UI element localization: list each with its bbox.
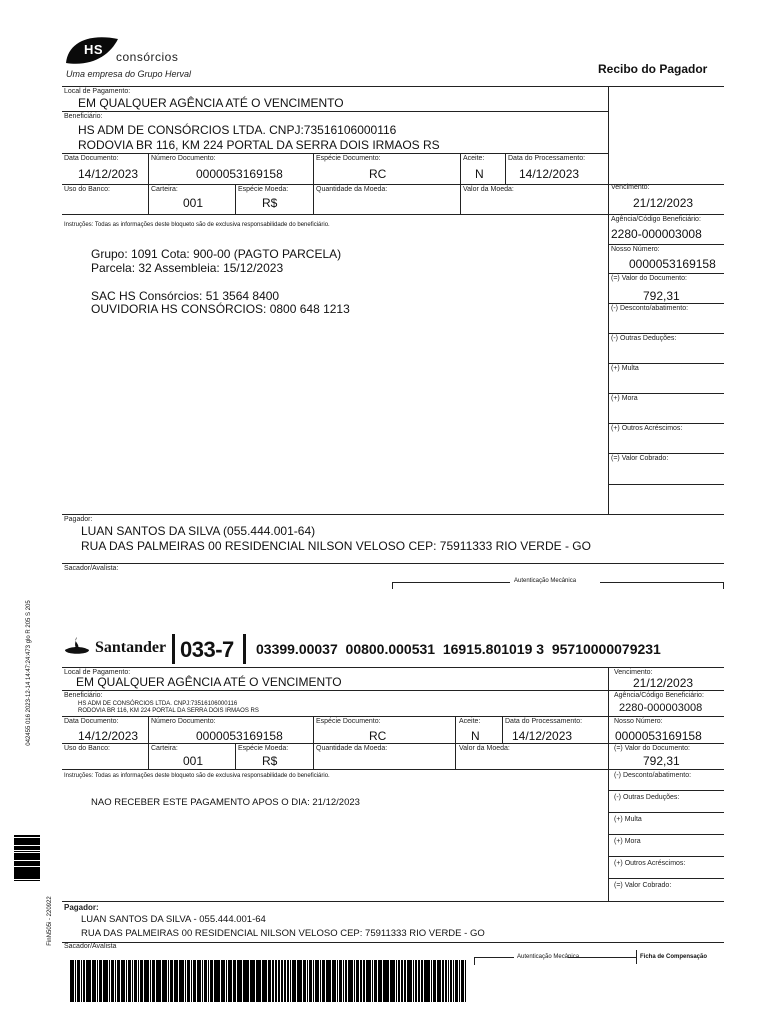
payer-label: Pagador: bbox=[64, 516, 93, 523]
logo-text: HS bbox=[84, 42, 104, 57]
barcode-bar bbox=[307, 960, 309, 1002]
slip-document-value-label: (=) Valor do Documento: bbox=[614, 745, 690, 752]
instruction-group: Grupo: 1091 Cota: 900-00 (PAGTO PARCELA) bbox=[91, 247, 342, 261]
barcode-bar bbox=[132, 960, 134, 1002]
barcode-bar bbox=[419, 960, 421, 1002]
barcode-bar bbox=[372, 960, 374, 1002]
slip-payment-place-value: EM QUALQUER AGÊNCIA ATÉ O VENCIMENTO bbox=[76, 675, 342, 689]
other-deductions-label: (-) Outras Deduções: bbox=[611, 335, 677, 342]
barcode-bar bbox=[115, 960, 117, 1002]
compensation-slip-label: Ficha de Compensação bbox=[640, 954, 708, 960]
barcode-bar bbox=[323, 960, 325, 1002]
slip-charged-value-label: (=) Valor Cobrado: bbox=[614, 882, 672, 889]
barcode-bar bbox=[410, 960, 412, 1002]
barcode-bar bbox=[208, 960, 210, 1002]
barcode-bar bbox=[385, 960, 387, 1002]
barcode-bar bbox=[140, 960, 142, 1002]
barcode-bar bbox=[78, 960, 80, 1002]
barcode-bar bbox=[259, 960, 261, 1002]
vertical-control-code: 042455 016 2023-12-14 14:47:24:473 glo R 205 S 205 bbox=[26, 600, 32, 746]
document-value-label: (=) Valor do Documento: bbox=[611, 275, 687, 282]
barcode-bar bbox=[269, 960, 271, 1002]
barcode-bar bbox=[202, 960, 204, 1002]
barcode-bar bbox=[354, 960, 356, 1002]
currency-value: R$ bbox=[262, 196, 278, 210]
barcode-bar bbox=[320, 960, 322, 1002]
barcode-bar bbox=[317, 960, 319, 1002]
barcode-bar bbox=[105, 960, 107, 1002]
barcode-bar bbox=[290, 960, 292, 1002]
payment-barcode[interactable] bbox=[70, 960, 467, 1002]
slip-our-number-label: Nosso Número: bbox=[614, 718, 663, 725]
slip-due-date-label: Vencimento: bbox=[614, 669, 653, 676]
santander-flame-icon bbox=[63, 636, 91, 658]
currency-label: Espécie Moeda: bbox=[238, 186, 289, 193]
slip-payment-place-label: Local de Pagamento: bbox=[64, 669, 131, 676]
slip-beneficiary-name: HS ADM DE CONSÓRCIOS LTDA. CNPJ:73516106000116 bbox=[78, 701, 238, 707]
barcode-bar bbox=[396, 960, 398, 1002]
due-date-label: Vencimento: bbox=[611, 184, 650, 191]
barcode-bar bbox=[210, 960, 212, 1002]
barcode-bar bbox=[374, 960, 376, 1002]
document-number-label: Número Documento: bbox=[151, 155, 216, 162]
wallet-value: 001 bbox=[183, 196, 204, 210]
barcode-bar bbox=[117, 960, 119, 1002]
barcode-bar bbox=[100, 960, 102, 1002]
brand-tagline: Uma empresa do Grupo Herval bbox=[66, 69, 192, 79]
our-number-label: Nosso Número: bbox=[611, 246, 660, 253]
barcode-bar bbox=[337, 960, 339, 1002]
slip-document-value: 792,31 bbox=[643, 754, 680, 768]
barcode-bar bbox=[369, 960, 371, 1002]
document-value: 792,31 bbox=[643, 289, 680, 303]
slip-discount-label: (-) Desconto/abatimento: bbox=[614, 772, 692, 779]
barcode-bar bbox=[357, 960, 359, 1002]
barcode-bar bbox=[313, 960, 315, 1002]
barcode-bar bbox=[233, 960, 235, 1002]
slip-document-date: 14/12/2023 bbox=[78, 729, 139, 743]
barcode-bar bbox=[450, 960, 452, 1002]
slip-due-date: 21/12/2023 bbox=[633, 676, 694, 690]
slip-document-number: 0000053169158 bbox=[196, 729, 283, 743]
payment-place-label: Local de Pagamento: bbox=[64, 88, 131, 95]
barcode-bar bbox=[87, 960, 89, 1002]
brand-name: consórcios bbox=[116, 50, 179, 64]
barcode-bar bbox=[216, 960, 218, 1002]
company-logo bbox=[64, 33, 120, 67]
slip-payer-address: RUA DAS PALMEIRAS 00 RESIDENCIAL NILSON VELOSO CEP: 75911333 RIO VERDE - GO bbox=[81, 928, 485, 939]
barcode-bar bbox=[222, 960, 224, 1002]
slip-currency-value: R$ bbox=[262, 754, 278, 768]
barcode-bar bbox=[402, 960, 404, 1002]
barcode-bar bbox=[138, 960, 140, 1002]
due-date: 21/12/2023 bbox=[633, 196, 694, 210]
barcode-bar bbox=[134, 960, 136, 1002]
barcode-bar bbox=[273, 960, 275, 1002]
bank-name: Santander bbox=[95, 639, 167, 656]
slip-bank-use-label: Uso do Banco: bbox=[64, 745, 110, 752]
barcode-bar bbox=[387, 960, 389, 1002]
slip-wallet-value: 001 bbox=[183, 754, 204, 768]
slip-document-date-label: Data Documento: bbox=[64, 718, 119, 725]
instruction-sac: SAC HS Consórcios: 51 3564 8400 bbox=[91, 289, 280, 303]
barcode-bar bbox=[303, 960, 305, 1002]
barcode-bar bbox=[14, 880, 40, 881]
slip-instruction-deadline: NAO RECEBER ESTE PAGAMENTO APOS O DIA: 21/12/2023 bbox=[91, 797, 360, 808]
barcode-bar bbox=[75, 960, 77, 1002]
document-type-label: Espécie Documento: bbox=[316, 155, 381, 162]
barcode-bar bbox=[434, 960, 436, 1002]
barcode-bar bbox=[421, 960, 423, 1002]
slip-payer-label: Pagador: bbox=[64, 903, 99, 912]
beneficiary-name: HS ADM DE CONSÓRCIOS LTDA. CNPJ:73516106000116 bbox=[78, 123, 397, 137]
fine-label: (+) Multa bbox=[611, 365, 639, 372]
payer-address: RUA DAS PALMEIRAS 00 RESIDENCIAL NILSON VELOSO CEP: 75911333 RIO VERDE - GO bbox=[81, 539, 591, 553]
slip-currency-label: Espécie Moeda: bbox=[238, 745, 289, 752]
charged-value-label: (=) Valor Cobrado: bbox=[611, 455, 669, 462]
barcode-bar bbox=[448, 960, 450, 1002]
slip-agency-code-label: Agência/Código Beneficiário: bbox=[614, 692, 704, 699]
barcode-bar bbox=[393, 960, 395, 1002]
barcode-bar bbox=[253, 960, 255, 1002]
accept-value: N bbox=[475, 167, 484, 181]
slip-other-additions-label: (+) Outros Acréscimos: bbox=[614, 860, 686, 867]
barcode-bar bbox=[333, 960, 335, 1002]
payment-place-value: EM QUALQUER AGÊNCIA ATÉ O VENCIMENTO bbox=[78, 96, 344, 110]
barcode-bar bbox=[247, 960, 249, 1002]
slip-agency-code: 2280-000003008 bbox=[619, 702, 703, 714]
barcode-bar bbox=[193, 960, 195, 1002]
slip-processing-date-label: Data do Processamento: bbox=[505, 718, 583, 725]
barcode-bar bbox=[453, 960, 455, 1002]
barcode-bar bbox=[226, 960, 228, 1002]
digitable-line[interactable]: 03399.00037 00800.000531 16915.801019 3 95710000079231 bbox=[256, 641, 661, 657]
payer-name: LUAN SANTOS DA SILVA (055.444.001-64) bbox=[81, 524, 316, 538]
barcode-bar bbox=[126, 960, 128, 1002]
barcode-bar bbox=[199, 960, 201, 1002]
slip-fine-label: (+) Multa bbox=[614, 816, 642, 823]
slip-our-number: 0000053169158 bbox=[615, 729, 702, 743]
barcode-bar bbox=[245, 960, 247, 1002]
side-barcode bbox=[14, 835, 40, 881]
agency-code: 2280-000003008 bbox=[611, 227, 702, 241]
barcode-bar bbox=[438, 960, 440, 1002]
barcode-bar bbox=[343, 960, 345, 1002]
slip-other-deductions-label: (-) Outras Deduções: bbox=[614, 794, 680, 801]
discount-label: (-) Desconto/abatimento: bbox=[611, 305, 689, 312]
barcode-bar bbox=[279, 960, 281, 1002]
interest-label: (+) Mora bbox=[611, 395, 638, 402]
form-code: FinN505i - 220922 bbox=[47, 896, 53, 946]
slip-beneficiary-address: RODOVIA BR 116, KM 224 PORTAL DA SERRA DOIS IRMAOS RS bbox=[78, 708, 259, 714]
barcode-bar bbox=[89, 960, 91, 1002]
barcode-bar bbox=[404, 960, 406, 1002]
mechanical-auth-label: Autenticação Mecânica bbox=[514, 578, 577, 584]
slip-currency-value-label: Valor da Moeda: bbox=[459, 745, 510, 752]
bank-code: 033-7 bbox=[180, 637, 234, 662]
slip-mechanical-auth-label: Autenticação Mecânica bbox=[517, 954, 580, 960]
barcode-bar bbox=[152, 960, 154, 1002]
currency-value-label: Valor da Moeda: bbox=[463, 186, 514, 193]
beneficiary-address: RODOVIA BR 116, KM 224 PORTAL DA SERRA DOIS IRMAOS RS bbox=[78, 138, 440, 152]
barcode-bar bbox=[459, 960, 461, 1002]
barcode-bar bbox=[97, 960, 99, 1002]
bank-use-label: Uso do Banco: bbox=[64, 186, 110, 193]
barcode-bar bbox=[176, 960, 178, 1002]
barcode-bar bbox=[294, 960, 296, 1002]
barcode-bar bbox=[428, 960, 430, 1002]
barcode-bar bbox=[182, 960, 184, 1002]
processing-date: 14/12/2023 bbox=[519, 167, 580, 181]
other-additions-label: (+) Outros Acréscimos: bbox=[611, 425, 683, 432]
barcode-bar bbox=[380, 960, 382, 1002]
barcode-bar bbox=[431, 960, 433, 1002]
barcode-bar bbox=[239, 960, 241, 1002]
slip-document-number-label: Número Documento: bbox=[151, 718, 216, 725]
barcode-bar bbox=[230, 960, 232, 1002]
currency-quantity-label: Quantidade da Moeda: bbox=[316, 186, 388, 193]
agency-code-label: Agência/Código Beneficiário: bbox=[611, 216, 701, 223]
barcode-bar bbox=[361, 960, 363, 1002]
barcode-bar bbox=[191, 960, 193, 1002]
barcode-bar bbox=[165, 960, 167, 1002]
slip-beneficiary-label: Beneficiário: bbox=[64, 692, 103, 699]
barcode-bar bbox=[465, 960, 467, 1002]
barcode-bar bbox=[285, 960, 287, 1002]
accept-label: Aceite: bbox=[463, 155, 485, 162]
slip-payer-name: LUAN SANTOS DA SILVA - 055.444.001-64 bbox=[81, 914, 266, 925]
barcode-bar bbox=[168, 960, 170, 1002]
slip-wallet-label: Carteira: bbox=[151, 745, 178, 752]
barcode-bar bbox=[218, 960, 220, 1002]
our-number: 0000053169158 bbox=[629, 257, 716, 271]
slip-document-type-label: Espécie Documento: bbox=[316, 718, 381, 725]
barcode-bar bbox=[329, 960, 331, 1002]
instruction-ombudsman: OUVIDORIA HS CONSÓRCIOS: 0800 648 1213 bbox=[91, 302, 350, 316]
barcode-bar bbox=[159, 960, 161, 1002]
barcode-bar bbox=[443, 960, 445, 1002]
barcode-bar bbox=[413, 960, 415, 1002]
barcode-bar bbox=[350, 960, 352, 1002]
barcode-bar bbox=[72, 960, 74, 1002]
processing-date-label: Data do Processamento: bbox=[508, 155, 586, 162]
barcode-bar bbox=[265, 960, 267, 1002]
guarantor-label: Sacador/Avalista: bbox=[64, 565, 119, 572]
receipt-title: Recibo do Pagador bbox=[598, 62, 708, 76]
barcode-bar bbox=[257, 960, 259, 1002]
instructions-label: Instruções: Todas as informações deste bloqueto são de exclusiva responsabilidade do beneficiário. bbox=[64, 222, 330, 228]
barcode-bar bbox=[171, 960, 173, 1002]
slip-accept-value: N bbox=[471, 729, 480, 743]
beneficiary-label: Beneficiário: bbox=[64, 113, 103, 120]
document-type: RC bbox=[369, 167, 387, 181]
barcode-bar bbox=[185, 960, 187, 1002]
barcode-bar bbox=[123, 960, 125, 1002]
slip-guarantor-label: Sacador/Avalista bbox=[64, 943, 117, 950]
slip-document-type: RC bbox=[369, 729, 387, 743]
barcode-bar bbox=[109, 960, 111, 1002]
barcode-bar bbox=[340, 960, 342, 1002]
document-number: 0000053169158 bbox=[196, 167, 283, 181]
document-date: 14/12/2023 bbox=[78, 167, 139, 181]
slip-interest-label: (+) Mora bbox=[614, 838, 641, 845]
instruction-installment: Parcela: 32 Assembleia: 15/12/2023 bbox=[91, 261, 284, 275]
slip-instructions-label: Instruções: Todas as informações deste bloqueto são de exclusiva responsabilidade do beneficiário. bbox=[64, 773, 330, 779]
slip-processing-date: 14/12/2023 bbox=[512, 729, 573, 743]
slip-currency-quantity-label: Quantidade da Moeda: bbox=[316, 745, 388, 752]
barcode-bar bbox=[157, 960, 159, 1002]
document-date-label: Data Documento: bbox=[64, 155, 119, 162]
barcode-bar bbox=[281, 960, 283, 1002]
wallet-label: Carteira: bbox=[151, 186, 178, 193]
barcode-bar bbox=[300, 960, 302, 1002]
slip-accept-label: Aceite: bbox=[459, 718, 481, 725]
barcode-bar bbox=[81, 960, 83, 1002]
barcode-bar bbox=[150, 960, 152, 1002]
